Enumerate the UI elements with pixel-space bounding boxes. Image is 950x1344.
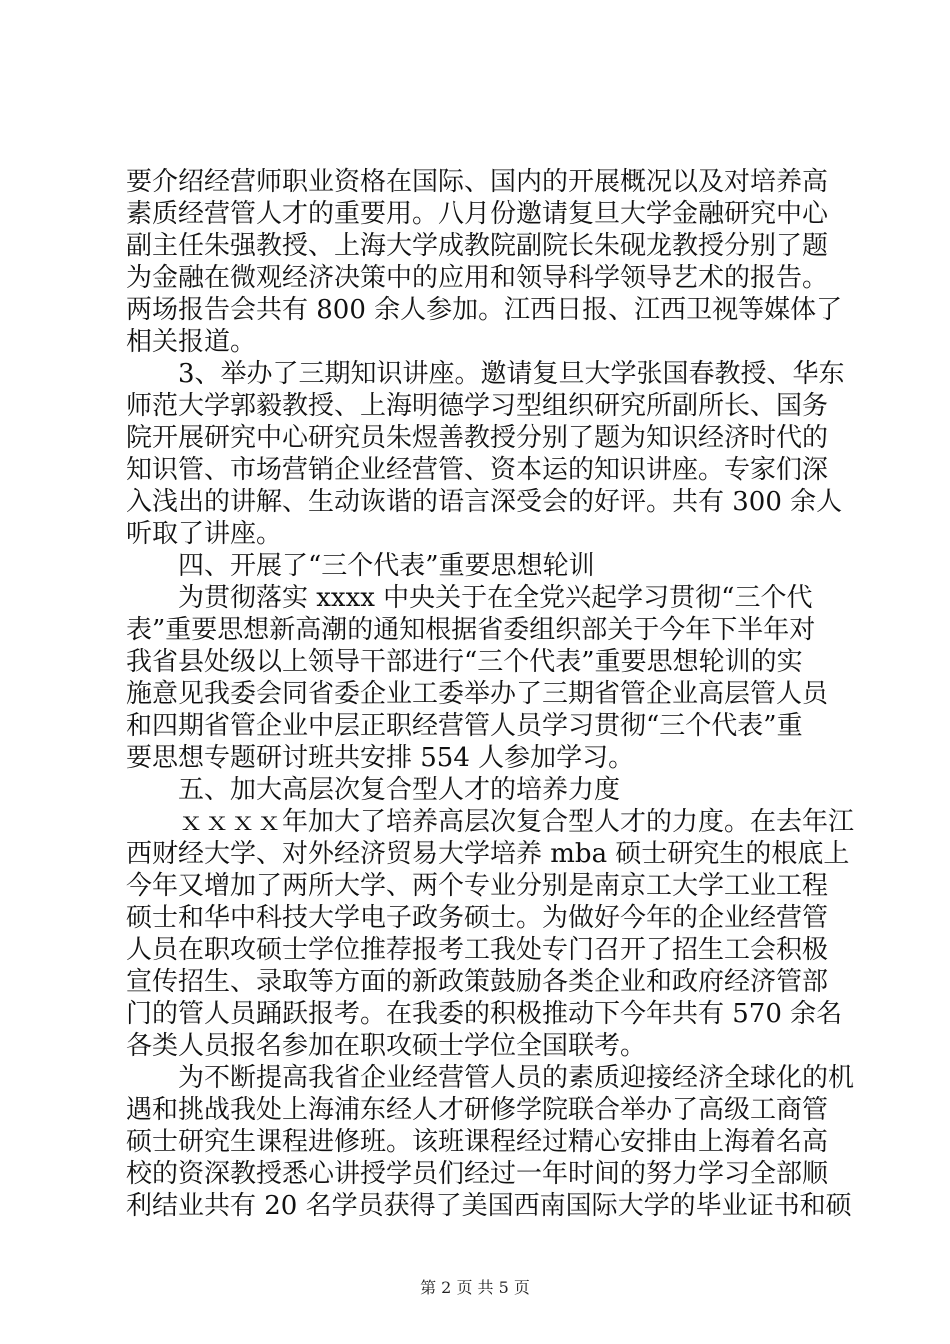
- text-line: 和四期省管企业中层正职经营管人员学习贯彻“三个代表”重: [126, 711, 803, 741]
- text-line: 表”重要思想新高潮的通知根据省委组织部关于今年下半年对: [126, 615, 816, 645]
- text-line: 两场报告会共有 800 余人参加。江西日报、江西卫视等媒体了: [126, 295, 843, 325]
- text-line: 各类人员报名参加在职攻硕士学位全国联考。: [126, 1031, 647, 1061]
- paragraph-start-line: 为贯彻落实 xxxx 中央关于在全党兴起学习贯彻“三个代: [178, 583, 813, 613]
- text-line: 素质经营管人才的重要用。八月份邀请复旦大学金融研究中心: [126, 199, 829, 229]
- text-line: 师范大学郭毅教授、上海明德学习型组织研究所副所长、国务: [126, 391, 829, 421]
- text-line: 院开展研究中心研究员朱煜善教授分别了题为知识经济时代的: [126, 423, 829, 453]
- paragraph-start-line: ｘｘｘｘ年加大了培养高层次复合型人才的力度。在去年江: [178, 807, 855, 837]
- page-number-footer: 第 2 页 共 5 页: [420, 1278, 530, 1297]
- text-line: 入浅出的讲解、生动诙谐的语言深受会的好评。共有 300 余人: [126, 487, 843, 517]
- text-line: 门的管人员踊跃报考。在我委的积极推动下今年共有 570 余名: [126, 999, 843, 1029]
- section-heading: 五、加大高层次复合型人才的培养力度: [178, 775, 621, 805]
- text-line: 利结业共有 20 名学员获得了美国西南国际大学的毕业证书和硕: [126, 1191, 852, 1221]
- text-line: 知识管、市场营销企业经营管、资本运的知识讲座。专家们深: [126, 455, 829, 485]
- paragraph-start-line: 3、举办了三期知识讲座。邀请复旦大学张国春教授、华东: [178, 359, 845, 389]
- text-line: 副主任朱强教授、上海大学成教院副院长朱砚龙教授分别了题: [126, 231, 829, 261]
- text-line: 要介绍经营师职业资格在国际、国内的开展概况以及对培养高: [126, 167, 829, 197]
- text-line: 宣传招生、录取等方面的新政策鼓励各类企业和政府经济管部: [126, 967, 829, 997]
- text-line: 硕士研究生课程进修班。该班课程经过精心安排由上海着名高: [126, 1127, 829, 1157]
- section-heading: 四、开展了“三个代表”重要思想轮训: [178, 551, 595, 581]
- text-line: 硕士和华中科技大学电子政务硕士。为做好今年的企业经营管: [126, 903, 829, 933]
- text-line: 人员在职攻硕士学位推荐报考工我处专门召开了招生工会积极: [126, 935, 829, 965]
- text-line: 为金融在微观经济决策中的应用和领导科学领导艺术的报告。: [126, 263, 829, 293]
- text-line: 西财经大学、对外经济贸易大学培养 mba 硕士研究生的根底上: [126, 839, 850, 869]
- text-line: 相关报道。: [126, 327, 257, 357]
- text-line: 要思想专题研讨班共安排 554 人参加学习。: [126, 743, 635, 773]
- document-body: [126, 166, 855, 1222]
- text-line: 施意见我委会同省委企业工委举办了三期省管企业高层管人员: [126, 679, 829, 709]
- text-line: 我省县处级以上领导干部进行“三个代表”重要思想轮训的实: [126, 647, 803, 677]
- text-line: 遇和挑战我处上海浦东经人才研修学院联合举办了高级工商管: [126, 1095, 829, 1125]
- paragraph-start-line: 为不断提高我省企业经营管人员的素质迎接经济全球化的机: [178, 1063, 855, 1093]
- text-line: 今年又增加了两所大学、两个专业分别是南京工大学工业工程: [126, 871, 829, 901]
- text-line: 校的资深教授悉心讲授学员们经过一年时间的努力学习全部顺: [126, 1159, 829, 1189]
- text-line: 听取了讲座。: [126, 519, 283, 549]
